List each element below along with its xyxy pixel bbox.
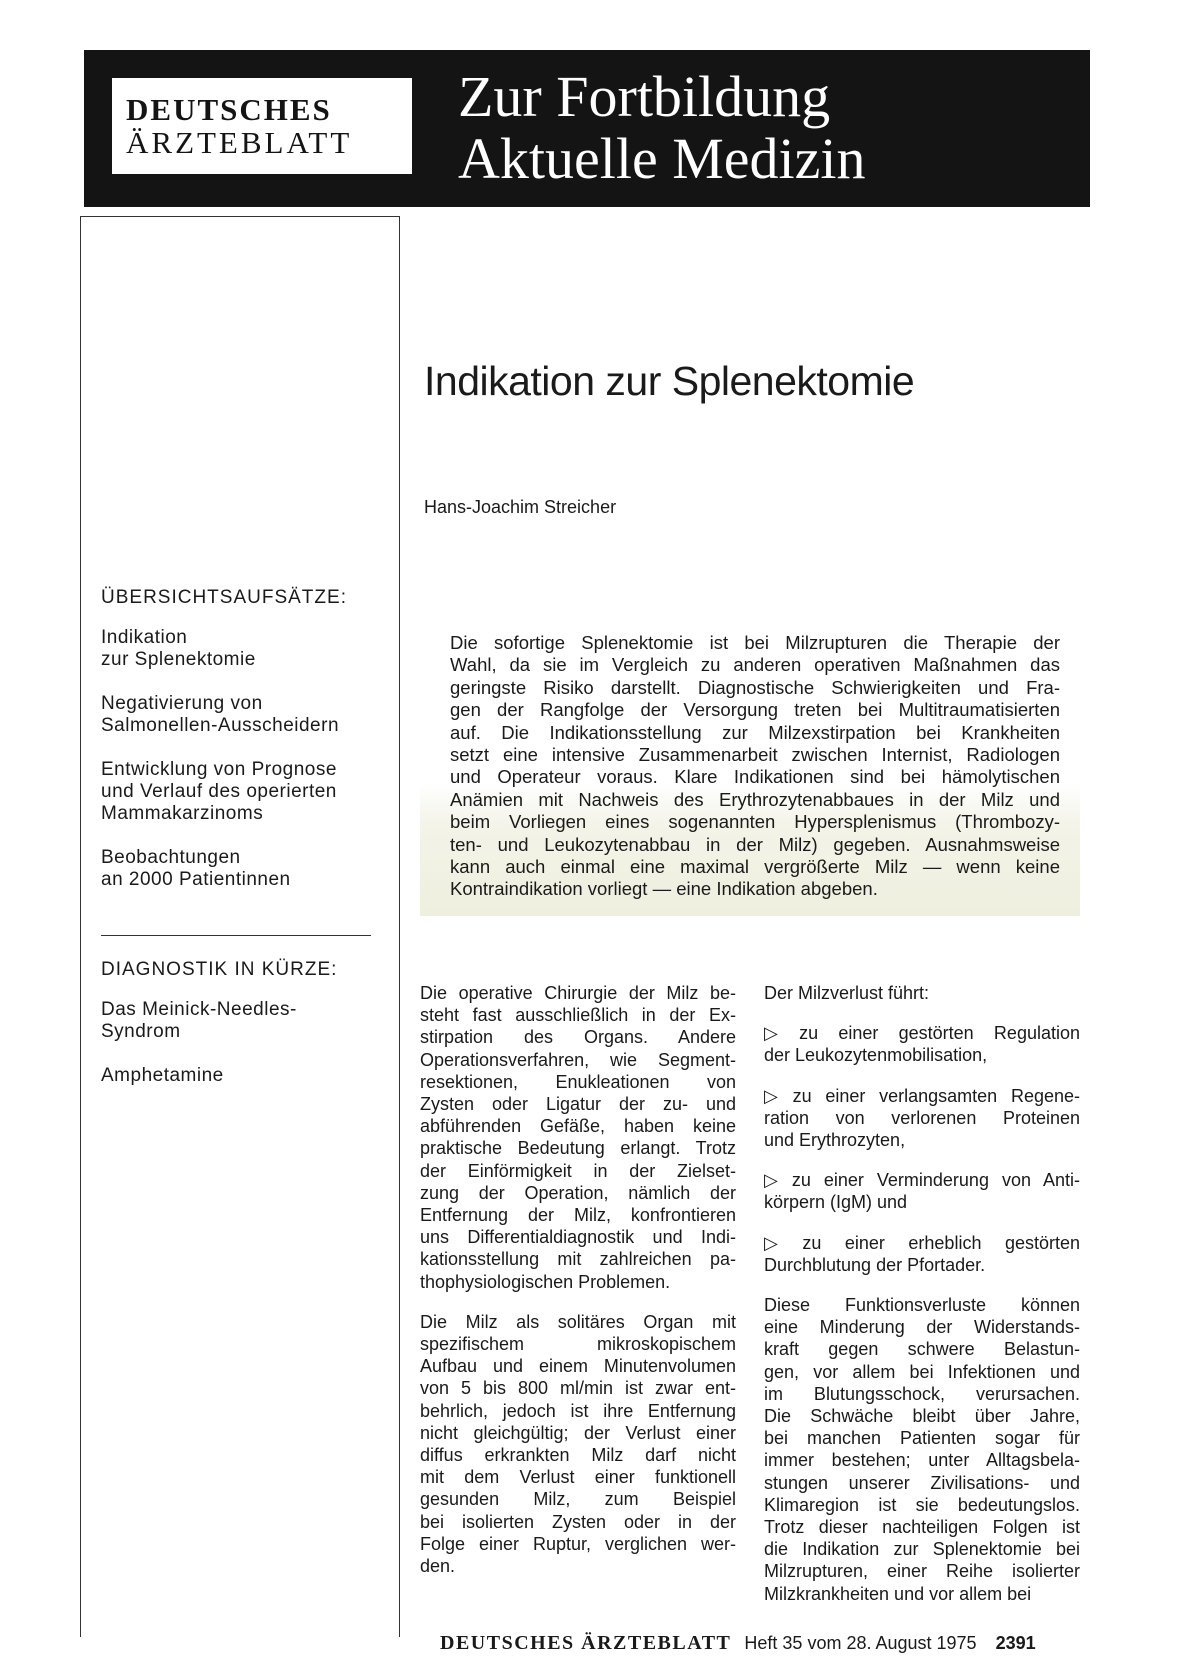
body-line: Die Schwäche bleibt über Jahre,: [764, 1406, 1080, 1427]
body-line: spezifischem mikroskopischem: [420, 1334, 736, 1355]
body-line: [764, 1129, 1080, 1151]
body-line: mit dem Verlust einer funktionell: [420, 1467, 736, 1488]
body-line: bei isolierten Zysten oder in der: [420, 1511, 736, 1532]
overview-section: [101, 587, 376, 913]
footer-issue: Heft 35 vom 28. August 1975: [744, 1633, 977, 1653]
sidebar-entry-line: an 2000 Patientinnen: [101, 869, 291, 890]
abstract-text: [450, 632, 1060, 901]
section-title-line-2: Aktuelle Medizin: [458, 126, 866, 191]
body-line: [764, 1232, 1080, 1254]
body-line: den.: [420, 1556, 456, 1577]
triangle-bullet-icon: ▷: [764, 1232, 797, 1253]
bullet-text: ration von verlorenen Proteinen: [764, 1107, 1080, 1128]
section-title-line-1: Zur Fortbildung: [458, 64, 831, 129]
abstract-line: setzt eine intensive Zusammenarbeit zwischen Internist, Radiologen: [450, 744, 1060, 766]
body-line: Die operative Chirurgie der Milz be-: [420, 983, 736, 1003]
body-line: abführenden Gefäße, haben keine: [420, 1116, 736, 1137]
body-line: praktische Bedeutung erlangt. Trotz: [420, 1138, 736, 1159]
abstract-line: ten- und Leukozytenabbau in der Milz) gegeben. Ausnahmsweise: [450, 833, 1060, 855]
logo-line-2: ÄRZTEBLATT: [126, 125, 353, 160]
bullet-item: [764, 1022, 1080, 1066]
body-line: Entfernung der Milz, konfrontieren: [420, 1205, 736, 1226]
journal-logo: [112, 78, 412, 174]
body-line: Aufbau und einem Minutenvolumen: [420, 1356, 736, 1377]
body-line: Folge einer Ruptur, verglichen wer-: [420, 1533, 736, 1554]
body-line: thophysiologischen Problemen.: [420, 1271, 671, 1292]
bullet-text: körpern (IgM) und: [764, 1192, 908, 1213]
bullet-item: [764, 1085, 1080, 1152]
body-line: [764, 1169, 1080, 1191]
bullet-text: zu einer verlangsamten Regene-: [792, 1085, 1080, 1106]
sidebar-divider: [101, 935, 371, 936]
table-of-contents-sidebar: [80, 216, 400, 1637]
body-line: zung der Operation, nämlich der: [420, 1182, 736, 1203]
abstract-line: beim Vorliegen eines sogenannten Hypersplenismus (Thrombozy-: [450, 811, 1060, 833]
sidebar-entry-line: Das Meinick-Needles-: [101, 999, 297, 1020]
bullet-text: und Erythrozyten,: [764, 1130, 906, 1151]
sidebar-entry-line: zur Splenektomie: [101, 649, 256, 670]
bullet-text: der Leukozytenmobilisation,: [764, 1045, 988, 1066]
abstract-line: gen der Rangfolge der Versorgung treten bei Multitraumatisierten: [450, 699, 1060, 721]
abstract-line: und Operateur voraus. Klare Indikationen sind bei hämolytischen: [450, 766, 1060, 788]
sidebar-entry-line: Syndrom: [101, 1021, 181, 1042]
body-line: [764, 1254, 1080, 1276]
body-line: Milzrupturen, einer Reihe isolierter: [764, 1561, 1080, 1582]
body-line: nicht gleichgültig; der Verlust einer: [420, 1422, 736, 1443]
body-line: steht fast ausschließlich in der Ex-: [420, 1005, 736, 1026]
abstract-line: kann auch einmal eine maximal vergrößerte Milz — wenn keine: [450, 856, 1060, 878]
body-line: Trotz dieser nachteiligen Folgen ist: [764, 1517, 1080, 1538]
sidebar-entry: [101, 627, 376, 671]
body-line: stungen unserer Zivilisations- und: [764, 1472, 1080, 1493]
body-line: Klimaregion ist sie bedeutungslos.: [764, 1494, 1080, 1515]
article-title: Indikation zur Splenektomie: [424, 358, 915, 404]
bullet-text: zu einer Verminderung von Anti-: [791, 1170, 1080, 1191]
body-line: [764, 1044, 1080, 1066]
abstract-line: Anämien mit Nachweis des Erythrozytenabbaues in der Milz und: [450, 788, 1060, 810]
body-line: Milzkrankheiten und vor allem bei: [764, 1583, 1032, 1604]
sidebar-entry-line: Entwicklung von Prognose: [101, 759, 337, 780]
body-line: immer bestehen; unter Alltagsbela-: [764, 1450, 1080, 1471]
sidebar-entry-line: und Verlauf des operierten: [101, 781, 337, 802]
triangle-bullet-icon: ▷: [764, 1023, 794, 1044]
article-abstract: [420, 620, 1080, 916]
bullet-text: Durchblutung der Pfortader.: [764, 1254, 986, 1275]
body-line: [764, 1022, 1080, 1044]
body-line: [764, 1191, 1080, 1213]
body-line: die Indikation zur Splenektomie bei: [764, 1539, 1080, 1560]
body-paragraph: [764, 1294, 1080, 1605]
article-author: Hans-Joachim Streicher: [424, 497, 617, 517]
body-line: Die Milz als solitäres Organ mit: [420, 1311, 736, 1332]
bullet-item: [764, 1232, 1080, 1276]
body-line: uns Differentialdiagnostik und Indi-: [420, 1227, 736, 1248]
body-line: resektionen, Enukleationen von: [420, 1071, 736, 1092]
logo-line-1: DEUTSCHES: [126, 92, 332, 127]
body-line: Der Milzverlust führt:: [764, 983, 930, 1003]
abstract-line: auf. Die Indikationsstellung zur Milzexstirpation bei Krankheiten: [450, 721, 1060, 743]
sidebar-entry-line: Amphetamine: [101, 1065, 224, 1086]
body-paragraph: [420, 982, 736, 1293]
sidebar-entry: [101, 759, 376, 825]
footer-brand: DEUTSCHES ÄRZTEBLATT: [440, 1632, 732, 1654]
triangle-bullet-icon: ▷: [764, 1170, 786, 1191]
abstract-line: Kontraindikation vorliegt — eine Indikation abgeben.: [450, 878, 878, 900]
body-line: [764, 1107, 1080, 1129]
overview-heading: ÜBERSICHTSAUFSÄTZE:: [101, 587, 347, 608]
sidebar-entry-line: Salmonellen-Ausscheidern: [101, 715, 340, 736]
body-line: kationsstellung mit zahlreichen pa-: [420, 1249, 736, 1270]
sidebar-entry: [101, 999, 376, 1043]
body-line: gesunden Milz, zum Beispiel: [420, 1489, 736, 1510]
page-number: 2391: [995, 1633, 1036, 1653]
sidebar-entry: [101, 1065, 376, 1087]
page-footer: [440, 1632, 1036, 1655]
body-line: [764, 1085, 1080, 1107]
body-line: gen, vor allem bei Infektionen und: [764, 1361, 1080, 1382]
overview-list: [101, 627, 376, 891]
body-line: kraft gegen schwere Belastun-: [764, 1339, 1080, 1360]
bullet-text: zu einer erheblich gestörten: [802, 1232, 1081, 1253]
masthead: [84, 50, 1090, 207]
diagnostics-section: [101, 959, 376, 1109]
section-title: [458, 66, 866, 190]
sidebar-entry: [101, 847, 376, 891]
body-line: eine Minderung der Widerstands-: [764, 1317, 1080, 1338]
body-paragraph: [420, 1311, 736, 1577]
abstract-line: geringste Risiko darstellt. Diagnostische Schwierigkeiten und Fra-: [450, 676, 1060, 698]
diagnostics-heading: DIAGNOSTIK IN KÜRZE:: [101, 959, 338, 980]
bullet-intro: [764, 982, 1080, 1004]
bullet-text: zu einer gestörten Regulation: [799, 1023, 1080, 1044]
diagnostics-list: [101, 999, 376, 1087]
body-line: im Blutungsschock, verursachen.: [764, 1383, 1080, 1404]
sidebar-entry-line: Beobachtungen: [101, 847, 241, 868]
body-line: diffus erkrankten Milz darf nicht: [420, 1445, 736, 1466]
sidebar-entry-line: Mammakarzinoms: [101, 803, 264, 824]
sidebar-entry: [101, 693, 376, 737]
body-column-2: [764, 982, 1080, 1623]
body-line: bei manchen Patienten sogar für: [764, 1428, 1080, 1449]
bullet-item: [764, 1169, 1080, 1213]
sidebar-entry-line: Negativierung von: [101, 693, 263, 714]
body-line: Operationsverfahren, wie Segment-: [420, 1049, 736, 1070]
body-line: Zysten oder Ligatur der zu- und: [420, 1094, 736, 1115]
body-line: stirpation des Organs. Andere: [420, 1027, 736, 1048]
body-line: Diese Funktionsverluste können: [764, 1295, 1080, 1316]
body-line: von 5 bis 800 ml/min ist zwar ent-: [420, 1378, 736, 1399]
triangle-bullet-icon: ▷: [764, 1085, 787, 1106]
sidebar-entry-line: Indikation: [101, 627, 188, 648]
body-line: der Einförmigkeit in der Zielset-: [420, 1160, 736, 1181]
body-line: behrlich, jedoch ist ihre Entfernung: [420, 1400, 736, 1421]
abstract-line: Wahl, da sie im Vergleich zu anderen operativen Maßnahmen das: [450, 654, 1060, 676]
abstract-line: Die sofortige Splenektomie ist bei Milzrupturen die Therapie der: [450, 632, 1060, 653]
body-column-1: [420, 982, 736, 1595]
